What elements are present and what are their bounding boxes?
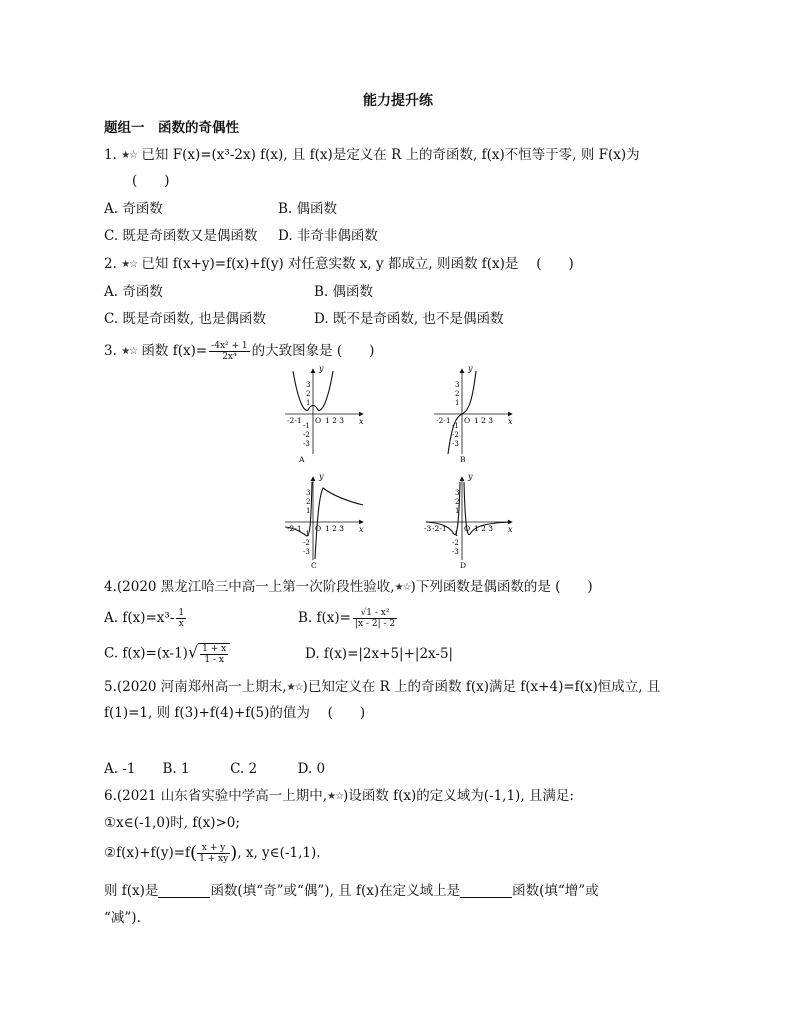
q6-condition-2: ②f(x)+f(y)=f( $\frac{x + y}{1 + xy}$ ), x, y∈(-1,1).	[104, 842, 321, 864]
graph-c-y-label: y	[319, 472, 324, 481]
graph-d-neg-ticks: -2-1	[432, 524, 447, 533]
q5-options: A. -1 B. 1 C. 2 D. 0	[104, 761, 326, 777]
q4-b-pre: B. f(x)=	[298, 610, 351, 626]
graph-a-pos-ticks: 1 2 3	[325, 416, 345, 425]
q6-condition-1: ①x∈(-1,0)时, f(x)>0;	[104, 815, 240, 831]
q4-stem-a: (2020 黑龙江哈三中高一上第一次阶段性验收,	[116, 579, 395, 595]
graph-c-pos-ticks: 1 2 3	[325, 524, 345, 533]
q4-option-b	[298, 608, 399, 629]
graph-d-origin: O	[464, 524, 471, 533]
graph-b-pos-ticks: 1 2 3	[474, 416, 494, 425]
q4-number: 4.	[104, 579, 117, 595]
q1-answer-paren: ( )	[132, 173, 170, 189]
q4-c-num: 1 + x	[202, 644, 227, 654]
graph-b-label: B	[460, 455, 466, 464]
svg-text:-3: -3	[452, 548, 459, 556]
svg-text:2: 2	[306, 390, 311, 398]
graph-d	[424, 472, 513, 570]
svg-text:1: 1	[455, 507, 460, 515]
svg-text:3: 3	[306, 381, 311, 389]
q3-graphs	[0, 364, 794, 570]
q4-option-a	[104, 608, 188, 629]
graph-c-origin: O	[315, 524, 322, 533]
q1-number: 1.	[104, 147, 117, 163]
q6-ans-b: 函数(填“奇”或“偶”), 且 f(x)在定义域上是	[210, 883, 461, 899]
graph-c-neg-ticks: -2-1	[287, 524, 302, 533]
svg-text:-2: -2	[452, 431, 459, 439]
q6-number: 6.	[104, 788, 117, 804]
graph-b	[434, 364, 513, 464]
q6-cond2-den: 1 + xy	[199, 854, 229, 864]
svg-text:-1: -1	[303, 422, 310, 430]
q4-b-num: √1 - x²	[353, 608, 397, 619]
graph-d-pos-ticks: 1 2 3	[474, 524, 494, 533]
q4-a-pre: A. f(x)=x³-	[104, 610, 175, 626]
question-5-stem	[104, 678, 660, 697]
q6-cond2-frac	[197, 843, 230, 864]
q1-option-a: A. 奇函数	[104, 201, 163, 217]
graph-b-origin: O	[464, 416, 471, 425]
q6-stem-b: )设函数 f(x)的定义域为(-1,1), 且满足:	[343, 788, 574, 804]
q6-cond2-num: x + y	[197, 843, 230, 854]
svg-text:-2: -2	[303, 539, 310, 547]
answer-blank-1[interactable]	[158, 883, 210, 898]
group-title: 题组一 函数的奇偶性	[104, 120, 239, 136]
q4-c-den: 1 - x	[204, 655, 224, 665]
graph-b-y-label: y	[468, 364, 473, 373]
graph-a-origin: O	[315, 416, 322, 425]
svg-text:1: 1	[306, 507, 311, 515]
q5-number: 5.	[104, 679, 117, 695]
svg-text:-2: -2	[303, 431, 310, 439]
graph-d-label: D	[460, 561, 467, 570]
q2-number: 2.	[104, 256, 117, 272]
svg-text:-1: -1	[452, 530, 459, 538]
q6-ans-c: 函数(填“增”或	[512, 883, 599, 899]
svg-text:-3: -3	[303, 548, 310, 556]
graph-a-label: A	[299, 455, 305, 464]
svg-text:3: 3	[455, 381, 460, 389]
graph-c-x-label: x	[359, 525, 364, 534]
q2-option-b: B. 偶函数	[314, 284, 374, 300]
svg-text:2: 2	[455, 498, 460, 506]
question-1-stem	[104, 146, 640, 165]
q4-stem-b: )下列函数是偶函数的是 ( )	[410, 579, 593, 595]
q4-a-frac	[176, 608, 186, 629]
q4-b-frac	[353, 608, 397, 629]
q3-stem-post: 的大致图象是 ( )	[251, 343, 375, 359]
q5-stem-c: f(1)=1, 则 f(3)+f(4)+f(5)的值为 ( )	[104, 705, 366, 721]
graph-a-y-label: y	[319, 364, 324, 373]
difficulty-star-icon: ★☆	[327, 791, 344, 802]
svg-text:1: 1	[306, 399, 311, 407]
q6-ans-d: “减”).	[104, 910, 141, 926]
q5-stem-a: (2020 河南郑州高一上期末,	[116, 679, 287, 695]
q3-fraction	[209, 341, 249, 362]
graph-a	[285, 364, 364, 464]
page-title: 能力提升练	[363, 93, 433, 109]
q2-stem-text: 已知 f(x+y)=f(x)+f(y) 对任意实数 x, y 都成立, 则函数 f(x)是 ( )	[141, 256, 574, 272]
graph-a-neg-ticks: -2-1	[287, 416, 302, 425]
q4-a-den: x	[178, 619, 184, 629]
q4-c-sqrt	[198, 643, 230, 665]
q4-b-den: |x - 2| - 2	[354, 619, 396, 629]
svg-text:3: 3	[455, 489, 460, 497]
q1-option-b: B. 偶函数	[278, 201, 338, 217]
svg-text:-1: -1	[303, 530, 310, 538]
q6-answer-line	[104, 882, 599, 900]
q4-c-pre: C. f(x)=(x-1)	[104, 645, 188, 662]
q4-option-d: D. f(x)=|2x+5|+|2x-5|	[305, 646, 454, 662]
q5-stem-b: )已知定义在 R 上的奇函数 f(x)满足 f(x+4)=f(x)恒成立, 且	[302, 679, 661, 695]
q4-c-frac	[200, 644, 228, 665]
svg-text:1: 1	[455, 399, 460, 407]
graph-d-x-label: x	[508, 525, 513, 534]
q1-stem-text: 已知 F(x)=(x³-2x) f(x), 且 f(x)是定义在 R 上的奇函数, f(x)不恒等于零, 则 F(x)为	[141, 147, 640, 163]
q3-frac-den: 2x⁴	[222, 352, 237, 362]
difficulty-star-icon: ★☆	[121, 150, 138, 161]
q6-ans-a: 则 f(x)是	[104, 883, 159, 899]
question-6-stem	[104, 787, 574, 806]
svg-text:-3: -3	[303, 440, 310, 448]
svg-text:3: 3	[306, 489, 311, 497]
q6-cond2-pre: ②f(x)+f(y)=f	[104, 845, 191, 861]
answer-blank-2[interactable]	[460, 883, 512, 898]
graph-b-x-label: x	[508, 417, 513, 426]
graph-d-y-label: y	[468, 472, 473, 481]
q6-cond2-post: , x, y∈(-1,1).	[237, 845, 321, 861]
q1-option-c: C. 既是奇函数又是偶函数	[104, 228, 258, 244]
svg-text:2: 2	[455, 390, 460, 398]
q4-option-c: C. f(x)=(x-1)√ $\frac{1 + x}{1 - x}$	[104, 643, 230, 665]
q2-option-a: A. 奇函数	[104, 284, 163, 300]
difficulty-star-icon: ★☆	[394, 582, 411, 593]
graph-c	[285, 472, 364, 570]
q2-option-c: C. 既是奇函数, 也是偶函数	[104, 311, 267, 327]
graph-c-label: C	[311, 561, 317, 570]
question-3-stem	[104, 341, 374, 362]
question-4-stem	[104, 578, 593, 597]
q3-frac-num: -4x² + 1	[211, 341, 248, 351]
svg-text:-3: -3	[452, 440, 459, 448]
difficulty-star-icon: ★☆	[121, 346, 138, 357]
svg-text:-2: -2	[452, 539, 459, 547]
svg-text:2: 2	[306, 498, 311, 506]
q3-number: 3.	[104, 343, 117, 359]
q2-option-d: D. 既不是奇函数, 也不是偶函数	[314, 311, 504, 327]
q1-option-d: D. 非奇非偶函数	[278, 228, 378, 244]
graph-b-neg-ticks: -2-1	[436, 416, 451, 425]
q4-a-num: 1	[178, 608, 185, 618]
q3-stem-pre: 函数 f(x)=	[141, 343, 208, 359]
graph-a-x-label: x	[359, 417, 364, 426]
difficulty-star-icon: ★☆	[286, 682, 303, 693]
svg-text:-3: -3	[424, 524, 432, 533]
q6-stem-a: (2021 山东省实验中学高一上期中,	[116, 788, 328, 804]
question-2-stem	[104, 255, 574, 274]
difficulty-star-icon: ★☆	[121, 259, 138, 270]
svg-text:-1: -1	[452, 422, 459, 430]
